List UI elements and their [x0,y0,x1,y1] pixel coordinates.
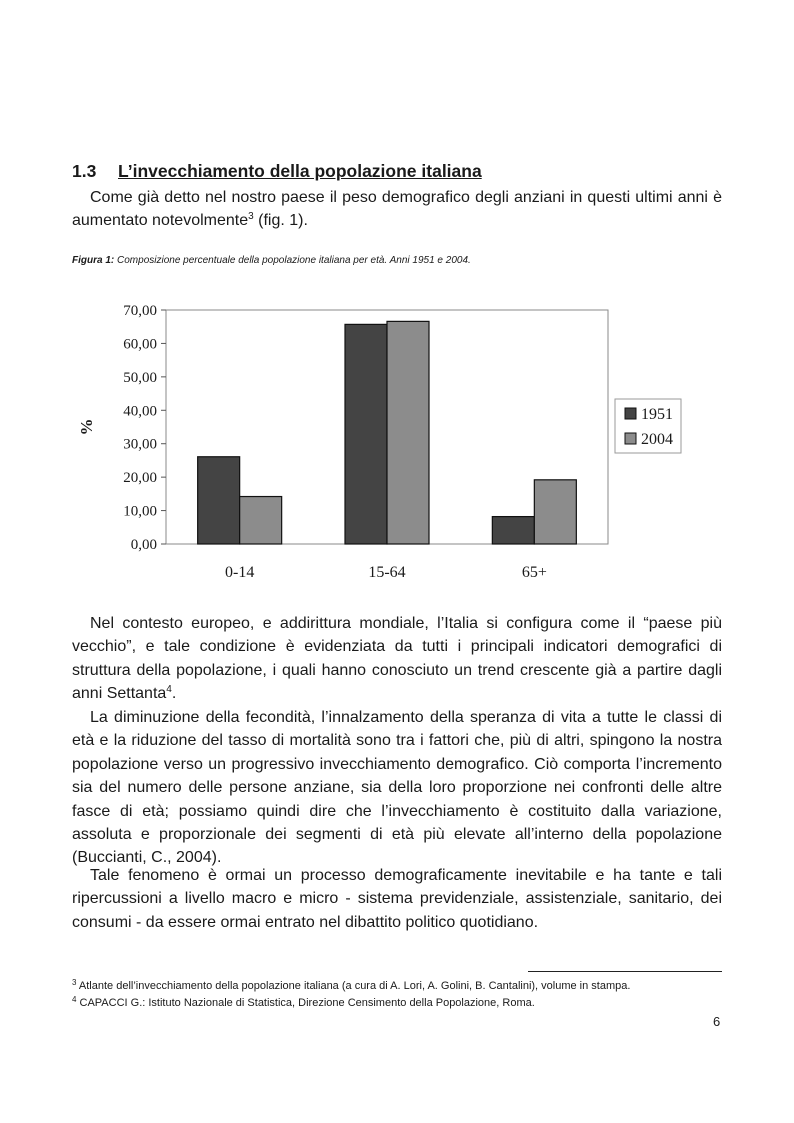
intro-text-end: (fig. 1). [253,212,308,230]
body-paragraph-2 [72,706,722,870]
bar-1951-0-14 [198,457,240,544]
y-tick-label: 70,00 [123,303,157,319]
body-paragraph-3 [72,864,722,934]
y-tick-label: 10,00 [123,503,157,520]
legend-label-2004: 2004 [641,431,673,448]
y-tick-label: 20,00 [123,470,157,487]
x-tick-label: 65+ [521,564,547,581]
bar-1951-65+ [492,517,534,544]
y-tick-label: 50,00 [123,369,157,386]
bar-1951-15-64 [345,324,387,544]
footnote-3-number: 3 [72,978,77,987]
y-axis-label: % [77,418,96,436]
section-heading [72,161,722,182]
figure-caption-text: Composizione percentuale della popolazione italiana per età. Anni 1951 e 2004. [114,255,471,266]
bar-2004-15-64 [387,321,429,544]
body-paragraph-1 [72,612,722,706]
bar-2004-0-14 [240,497,282,544]
legend-label-1951: 1951 [641,406,673,423]
y-tick-label: 40,00 [123,403,157,420]
section-number: 1.3 [72,160,97,181]
y-tick-label: 60,00 [123,336,157,353]
paragraph-1-end: . [171,685,177,703]
paragraph-2-text: La diminuzione della fecondità, l’innalzamento della speranza di vita a tutte le classi di età e la riduzione del tasso di mortalità sono tra i fattori che, più di altri, spingono la nostra popolazione verso un progressivo invecchiamento demografico. Ciò comporta l’incremento sia del numero delle persone anziane, sia della loro proporzione nei confronti delle altre fasce di età; possiamo quindi dire che l’invecchiamento è costituito dalla variazione, assoluta e proporzionale dei segmenti di età più elevate all’interno della popolazione (Buccianti, C., 2004). [72,709,722,867]
intro-paragraph [72,186,722,233]
section-title: L’invecchiamento della popolazione italiana [118,160,482,181]
footnote-3 [72,980,630,992]
footnote-4 [72,997,535,1009]
figure-label: Figura 1: [72,255,115,266]
footnote-separator [528,971,722,972]
paragraph-1-text: Nel contesto europeo, e addirittura mondiale, l’Italia si configura come il “paese più vecchio”, e tale condizione è evidenziata da tutti i principali indicatori demografici di struttura della popolazione, i quali hanno conosciuto un trend crescente già a partire dagli anni Settanta [72,615,722,703]
bar-chart [70,292,710,592]
page-number: 6 [713,1014,721,1029]
legend-swatch-1951 [625,408,636,419]
figure-caption [72,255,471,266]
x-tick-label: 0-14 [225,564,255,581]
y-tick-label: 0,00 [130,537,157,553]
legend-swatch-2004 [625,433,636,444]
footnote-4-text: CAPACCI G.: Istituto Nazionale di Statistica, Direzione Censimento della Popolazione, Roma. [76,997,535,1009]
paragraph-3-text: Tale fenomeno è ormai un processo demograficamente inevitabile e ha tante e tali ripercussioni a livello macro e micro - sistema previdenziale, assistenziale, sanitario, dei consumi - da essere ormai entrato nel dibattito politico quotidiano. [72,867,722,931]
x-tick-label: 15-64 [368,564,406,581]
footnote-3-text: Atlante dell’invecchiamento della popolazione italiana (a cura di A. Lori, A. Golini, B. Cantalini), volume in stampa. [76,980,631,992]
intro-text: Come già detto nel nostro paese il peso demografico degli anziani in questi ultimi anni è aumentato notevolmente [72,189,722,230]
footnote-ref-3[interactable]: 3 [248,211,254,223]
y-tick-label: 30,00 [123,436,157,453]
footnote-ref-4[interactable]: 4 [166,684,172,696]
footnote-4-number: 4 [72,995,77,1004]
bar-2004-65+ [534,480,576,544]
